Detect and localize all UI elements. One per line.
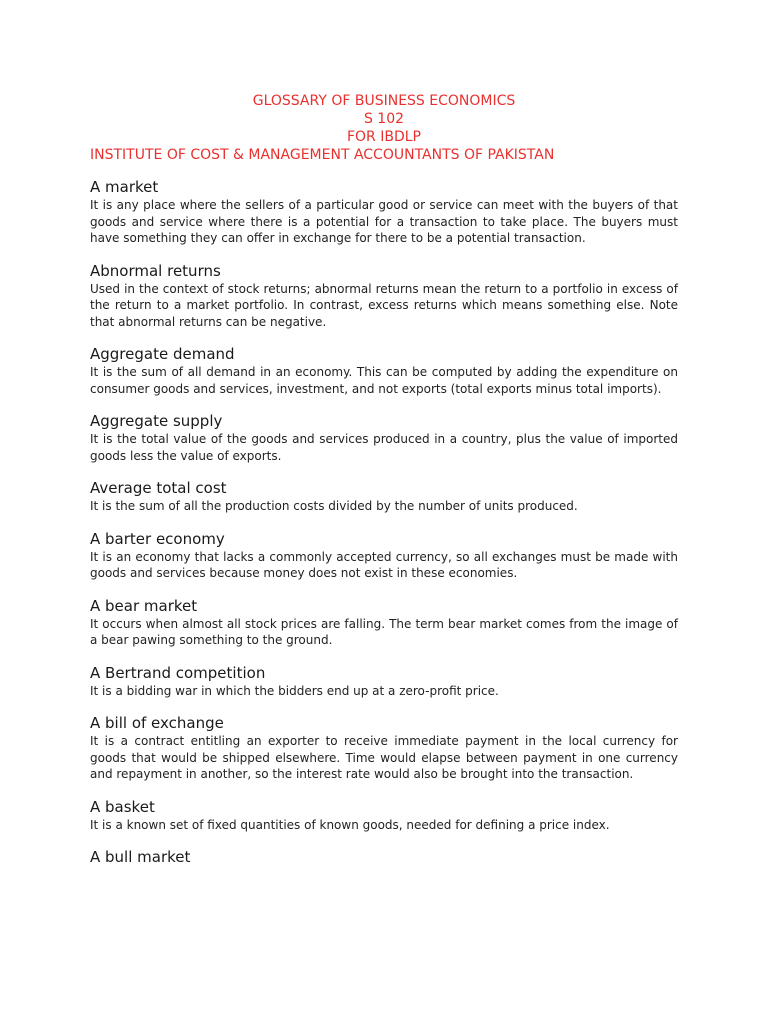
glossary-definition: Used in the context of stock returns; abnormal returns mean the return to a portfolio in excess of the return to a market portfolio. In contrast, excess returns which means something else. Note that abnormal returns can be negative. [90,281,678,329]
glossary-definition: It is the sum of all demand in an economy. This can be computed by adding the expenditure on consumer goods and services, investment, and not exports (total exports minus total imports). [90,365,678,396]
glossary-entry [90,664,678,700]
glossary-definition: It is an economy that lacks a commonly accepted currency, so all exchanges must be made with goods and services because money does not exist in these economies. [90,549,678,580]
glossary-term: A bill of exchange [90,714,224,732]
program-name: FOR IBDLP [346,129,421,145]
course-code: S 102 [363,111,405,127]
institute-name: INSTITUTE OF COST & MANAGEMENT ACCOUNTANTS OF PAKISTAN [90,147,555,163]
glossary-term: A bull market [90,848,191,866]
glossary-definition: It is the total value of the goods and services produced in a country, plus the value of imported goods less the value of exports. [90,432,678,463]
glossary-entry [90,714,678,783]
glossary-term: A market [90,178,159,196]
glossary-entry [90,345,678,397]
glossary-term: Aggregate supply [90,412,223,430]
glossary-entry [90,530,678,582]
glossary-entry [90,262,678,331]
glossary-definition: It is a contract entitling an exporter to receive immediate payment in the local currency for goods that would be shipped elsewhere. Time would elapse between payment in one currency and repayment in another, so the interest rate would also be brought into the transaction. [90,734,678,781]
glossary-entry [90,597,678,649]
glossary-entry [90,479,678,515]
document-header [90,92,678,164]
glossary-definition: It is a known set of fixed quantities of known goods, needed for defining a price index. [90,817,610,832]
glossary-entry [90,178,678,247]
glossary-term: A barter economy [90,529,225,548]
glossary-definition: It is a bidding war in which the bidders end up at a zero-profit price. [90,683,499,698]
glossary-entry [90,798,678,834]
glossary-term: A Bertrand competition [90,663,266,682]
glossary-term: Abnormal returns [90,261,221,280]
glossary-definition: It occurs when almost all stock prices are falling. The term bear market comes from the image of a bear pawing something to the ground. [90,616,678,647]
glossary-title: GLOSSARY OF BUSINESS ECONOMICS [252,93,516,109]
glossary-term: Average total cost [90,479,227,497]
glossary-term: A bear market [90,596,198,615]
glossary-term: Aggregate demand [90,345,235,363]
glossary-entry [90,412,678,464]
glossary-definition: It is the sum of all the production costs divided by the number of units produced. [90,499,578,513]
glossary-term: A basket [90,797,155,816]
glossary-entry [90,848,678,866]
glossary-definition: It is any place where the sellers of a particular good or service can meet with the buyers of that goods and service where there is a potential for a transaction to take place. The buyers must have something they can offer in exchange for there to be a potential transaction. [90,198,678,245]
